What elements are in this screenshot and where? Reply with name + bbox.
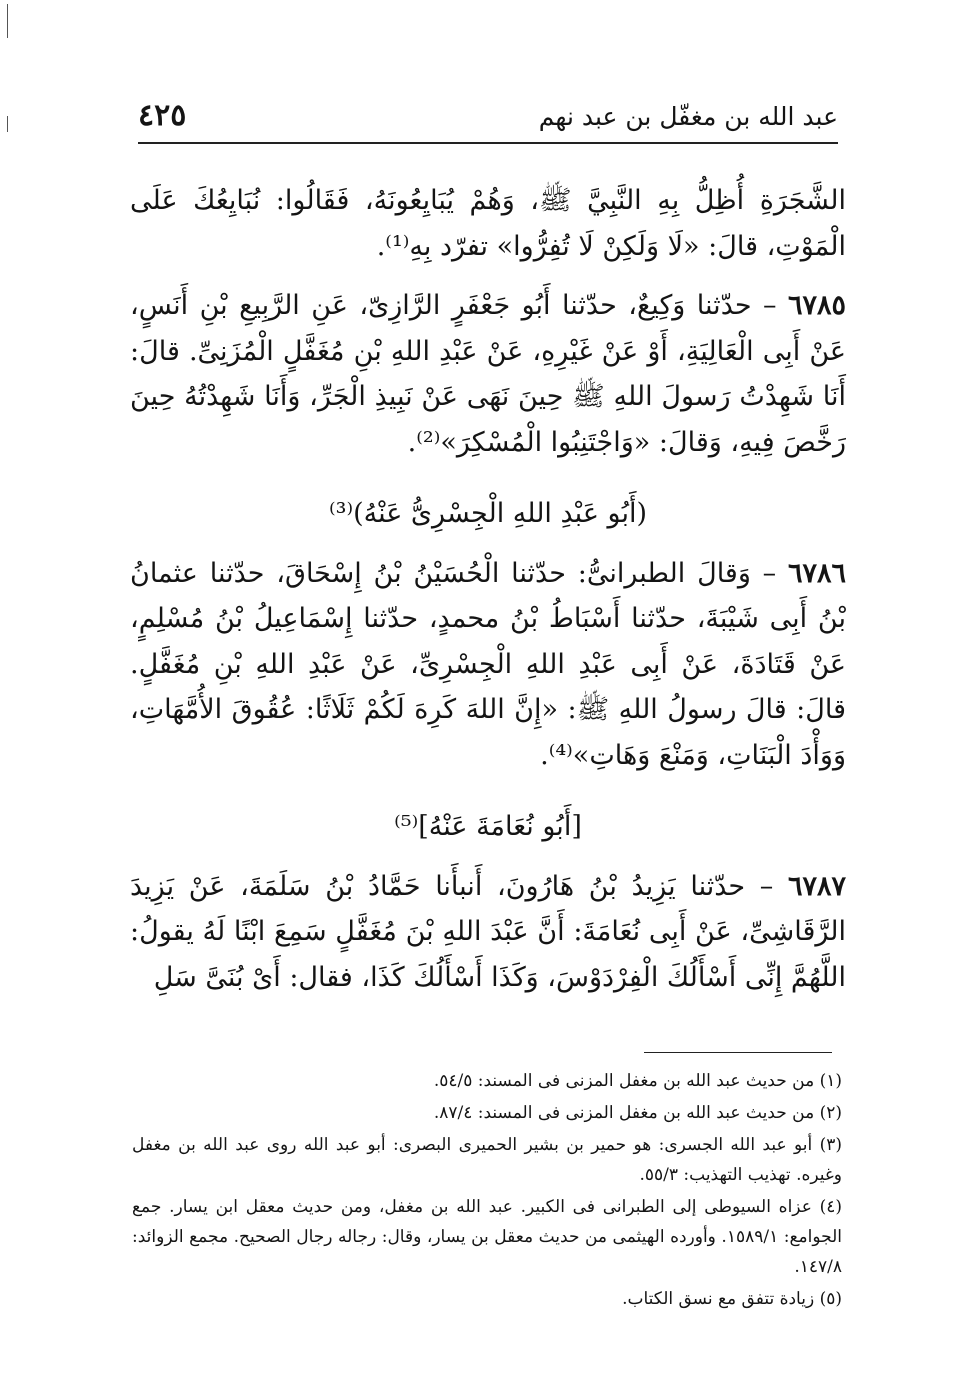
hadith-number: ٦٧٨٦	[787, 557, 846, 589]
margin-mark	[7, 4, 8, 38]
running-title: عبد الله بن مغفّل بن عبد نهم	[538, 102, 838, 131]
hadith-paragraph	[130, 551, 846, 779]
footnote: (٥) زيادة تتفق مع نسق الكتاب.	[622, 1289, 842, 1309]
footnote: (٣) أبو عبد الله الجسرى: هو حمير بن بشير الحميرى البصرى: أبو عبد الله روى عبد الله بن مغفل وغيره. تهذيب التهذيب: ٥٥/٣.	[132, 1135, 842, 1185]
footnotes	[132, 1064, 842, 1316]
hadith-paragraph	[130, 283, 846, 465]
footnote-separator	[644, 1052, 832, 1053]
page-number: ٤٢٥	[138, 98, 187, 133]
hadith-number: ٦٧٨٥	[787, 290, 846, 321]
hadith-paragraph-continued	[130, 178, 846, 269]
paragraph-text: – وَقالَ الطبرانىُّ: حدّثنا الْحُسَيْنُ بْنُ إِسْحَاقَ، حدّثنا عثمانُ بْنُ أَبِى شَيْبَةَ، حدّثنا أَسْبَاطُ بْنُ محمدٍ، حدّثنا إِسْمَاعِيلُ بْنُ مُسْلِمٍ، عَنْ قَتَادَةَ، عَنْ أَبِى عَبْدِ اللهِ الْجِسْرِىِّ، عَنْ عَبْدِ اللهِ بْنِ مُغَفَّلٍ. قالَ: قالَ رسولُ اللهِ ﷺ: «إِنَّ اللهَ كَرِهَ لَكُمْ ثَلَاثًا: عُقُوقَ الأُمَّهَاتِ، وَوَأْدَ الْبَنَاتِ، وَمَنْعَ وَهَاتِ»⁽⁴⁾.	[130, 557, 846, 771]
paragraph-text: الشَّجَرَةِ أُظِلُّ بِهِ النَّبِيَّ ﷺ، وَهُمْ يُبَايِعُونَهُ، فَقَالُوا: نُبَايِعُكَ عَلَى الْمَوْتِ، قالَ: «لَا وَلَكِنْ لَا تُفِرُّوا» تفرّد بِهِ⁽¹⁾.	[130, 185, 846, 262]
main-text	[130, 178, 846, 1014]
margin-mark	[7, 116, 8, 132]
running-header	[138, 96, 838, 148]
footnote: (٢) من حديث عبد الله بن مغفل المزنى فى المسند: ٨٧/٤.	[433, 1103, 842, 1123]
hadith-number: ٦٧٨٧	[787, 870, 846, 902]
section-heading: (أَبُو عَبْدِ اللهِ الْجِسْرِىُّ عَنْهُ)⁽³⁾	[328, 498, 648, 529]
header-rule	[138, 142, 838, 144]
footnote: (١) من حديث عبد الله بن مغفل المزنى فى المسند: ٥٤/٥.	[433, 1071, 842, 1091]
paragraph-text: – حدّثنا وَكِيعٌ، حدّثنا أَبُو جَعْفَرٍ الرَّازِىّ، عَنِ الرَّبِيعِ بْنِ أَنَسٍ، عَنْ أَبِى الْعَالِيَةِ، أَوْ عَنْ غَيْرِهِ، عَنْ عَبْدِ اللهِ بْنِ مُغَفَّلٍ الْمُزَنِىِّ. قالَ: أَنَا شَهِدْتُ رَسولَ اللهِ ﷺ حِينَ نَهَى عَنْ نَبِيذِ الْجَرِّ، وَأَنَا شَهِدْتُهُ حِينَ رَخَّصَ فِيهِ، وَقالَ: «وَاجْتَنِبُوا الْمُسْكِرَ»⁽²⁾.	[130, 290, 846, 458]
paragraph-text: – حدّثنا يَزِيدُ بْنُ هَارُونَ، أَنبأَنا حَمَّادُ بْنُ سَلَمَةَ، عَنْ يَزِيدَ الرَّقَاشِىِّ، عَنْ أَبِى نُعَامَةَ: أَنَّ عَبْدَ اللهِ بْنَ مُغَفَّلٍ سَمِعَ ابْنًا لَهُ يقولُ: اللَّهُمَّ إِنِّى أَسْأَلُكَ الْفِرْدَوْسَ، وَكَذَا أَسْأَلُكَ كَذَا، فقال: أَىْ بُنَىَّ سَلِ	[130, 870, 846, 993]
hadith-paragraph	[130, 864, 846, 1001]
section-heading: [أَبُو نُعَامَةَ عَنْهُ]⁽⁵⁾	[394, 811, 582, 842]
footnote: (٤) عزاه السيوطى إلى الطبرانى فى الكبير. عبد الله بن مغفل، ومن حديث معقل ابن يسار. جمع الجوامع: ١٥٨٩/١. وأورده الهيثمى من حديث معقل بن يسار، وقال: رجاله رجال الصحيح. مجمع الزوائد: ١٤٧/٨.	[132, 1197, 843, 1277]
